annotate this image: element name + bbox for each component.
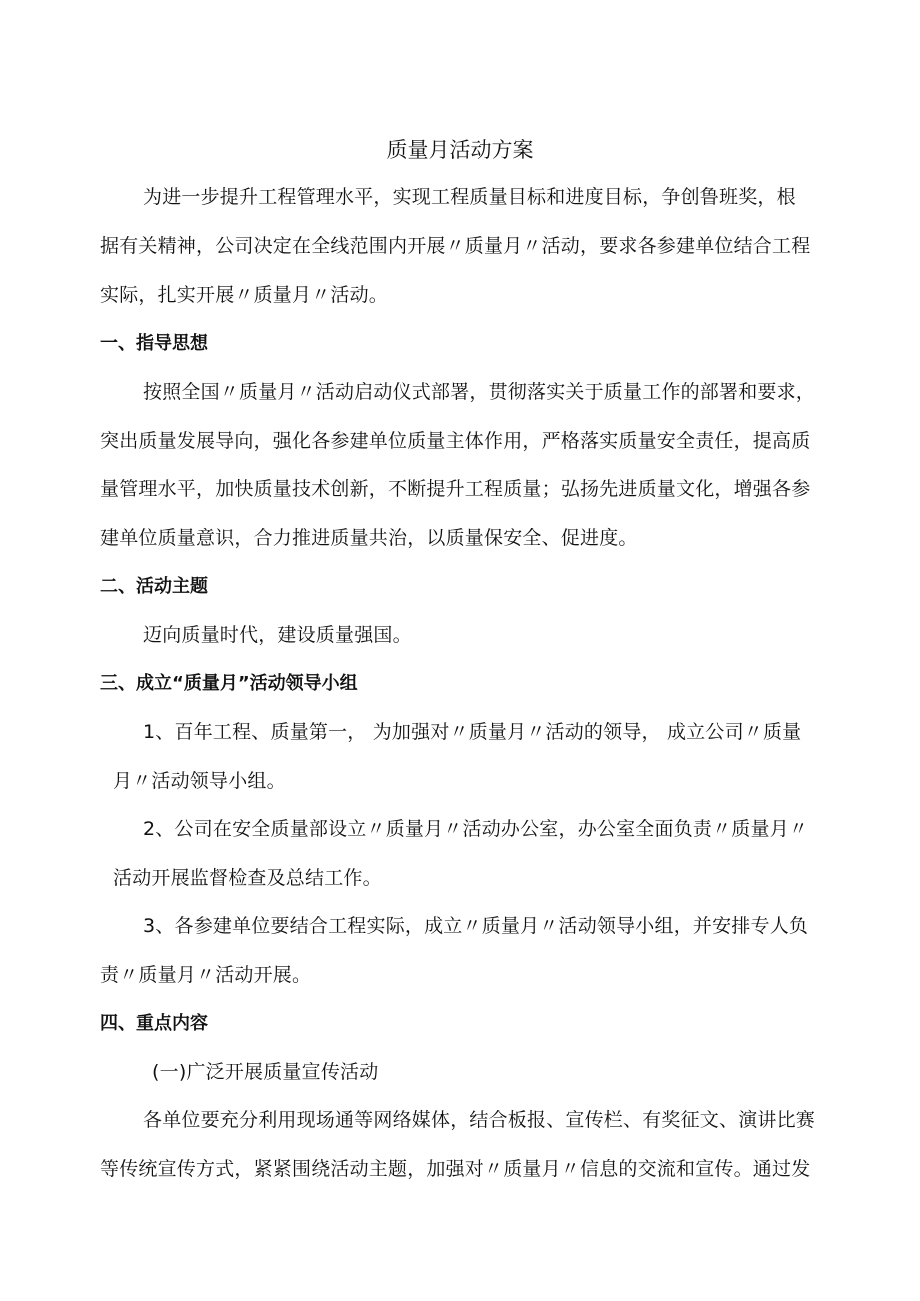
section-heading: 一、指导思想 (100, 333, 208, 354)
text-line: 据有关精神，公司决定在全线范围内开展〃质量月〃活动，要求各参建单位结合工程 (100, 235, 811, 257)
text-line: 按照全国〃质量月〃活动启动仪式部署，贯彻落实关于质量工作的部署和要求， (143, 381, 816, 403)
section-heading: 三、成立“质量月”活动领导小组 (100, 673, 358, 694)
document-title: 质量月活动方案 (386, 138, 534, 162)
text-line: 等传统宣传方式，紧紧围绕活动主题，加强对〃质量月〃信息的交流和宣传。通过发 (100, 1158, 811, 1180)
text-line: 责〃质量月〃活动开展。 (100, 964, 312, 986)
subsection-heading: (一)广泛开展质量宣传活动 (152, 1061, 379, 1083)
section-heading: 二、活动主题 (100, 576, 208, 597)
text-line: 为进一步提升工程管理水平，实现工程质量目标和进度目标，争创鲁班奖，根 (143, 186, 796, 208)
text-line: 月〃活动领导小组。 (113, 770, 286, 792)
text-line: 3、各参建单位要结合工程实际，成立〃质量月〃活动领导小组，并安排专人负 (143, 915, 809, 937)
text-line: 各单位要充分利用现场通等网络媒体，结合板报、宣传栏、有奖征文、演讲比赛 (143, 1109, 816, 1131)
text-line: 实际，扎实开展〃质量月〃活动。 (100, 284, 389, 306)
text-line: 2、公司在安全质量部设立〃质量月〃活动办公室，办公室全面负责〃质量月〃 (143, 818, 809, 840)
text-line: 突出质量发展导向，强化各参建单位质量主体作用，严格落实质量安全责任，提高质 (100, 430, 811, 452)
text-line: 活动开展监督检查及总结工作。 (113, 867, 382, 889)
section-heading: 四、重点内容 (100, 1013, 208, 1034)
text-line: 迈向质量时代，建设质量强国。 (143, 624, 412, 646)
text-line: 量管理水平，加快质量技术创新，不断提升工程质量；弘扬先进质量文化，增强各参 (100, 478, 811, 500)
text-line: 建单位质量意识，合力推进质量共治，以质量保安全、促进度。 (100, 527, 638, 549)
text-line: 1、百年工程、质量第一， 为加强对〃质量月〃活动的领导， 成立公司〃质量 (143, 721, 802, 743)
